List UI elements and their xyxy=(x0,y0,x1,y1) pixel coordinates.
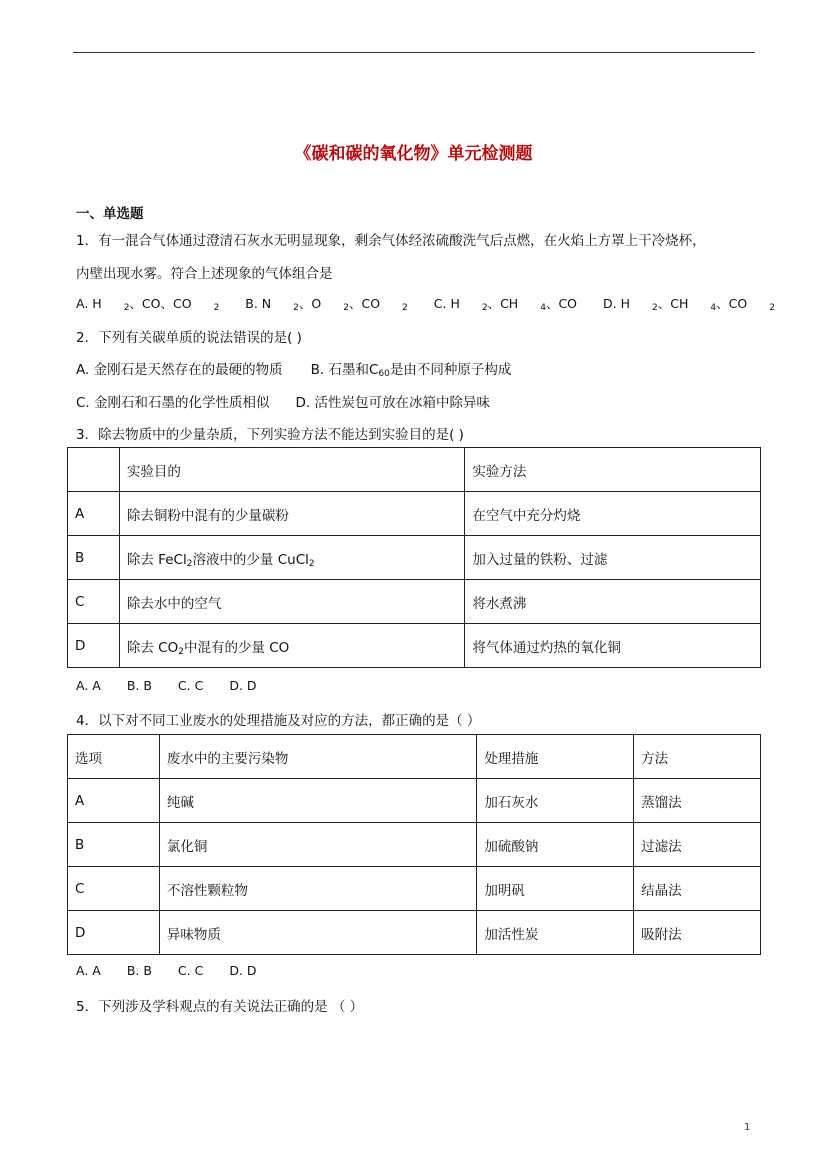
q3-answer-b: B. B xyxy=(126,678,152,693)
table-row xyxy=(68,580,761,624)
table-cell xyxy=(68,448,120,492)
table-header-cell: 实验方法 xyxy=(465,448,761,492)
q3-table xyxy=(67,447,761,668)
q2-option-b: B. 石墨和$C_{60}$是由不同种原子构成 xyxy=(310,362,512,379)
table-cell: 加硫酸钠 xyxy=(477,823,634,867)
page-number: 1 xyxy=(744,1122,751,1133)
table-cell: 加明矾 xyxy=(477,867,634,911)
table-header-cell: 选项 xyxy=(68,735,160,779)
table-cell: B xyxy=(68,536,120,580)
table-cell: 将气体通过灼热的氧化铜 xyxy=(465,624,761,668)
table-cell: 氯化铜 xyxy=(159,823,477,867)
table-cell: 不溶性颗粒物 xyxy=(159,867,477,911)
q4-text: 4．以下对不同工业废水的处理措施及对应的方法，都正确的是（ ） xyxy=(76,713,481,729)
table-cell: 蒸馏法 xyxy=(634,779,761,823)
q2-option-d: D. 活性炭包可放在冰箱中除异味 xyxy=(295,395,490,411)
table-header-cell: 处理措施 xyxy=(477,735,634,779)
header-rule xyxy=(73,52,755,53)
table-cell: 除去水中的空气 xyxy=(119,580,465,624)
table-cell: B xyxy=(68,823,160,867)
q3-answer-a: A. A xyxy=(76,678,101,693)
table-cell: 在空气中充分灼烧 xyxy=(465,492,761,536)
table-cell: 除去 $CO_2$中混有的少量 CO xyxy=(119,624,465,668)
table-row xyxy=(68,911,761,955)
table-cell: A xyxy=(68,492,120,536)
q3-answer-c: C. C xyxy=(177,678,204,693)
table-row xyxy=(68,823,761,867)
q4-answers xyxy=(76,963,257,978)
document-title: 《碳和碳的氧化物》单元检测题 xyxy=(294,144,533,164)
table-cell: 除去铜粉中混有的少量碳粉 xyxy=(119,492,465,536)
table-cell: D xyxy=(68,911,160,955)
q3-answers xyxy=(76,678,257,693)
table-cell: 纯碱 xyxy=(159,779,477,823)
table-row xyxy=(68,492,761,536)
table-cell: 加活性炭 xyxy=(477,911,634,955)
q2-options-row1 xyxy=(76,358,511,378)
q2-options-row2 xyxy=(76,391,490,411)
q3-answer-d: D. D xyxy=(229,678,257,693)
q4-answer-c: C. C xyxy=(177,963,204,978)
q1-text-line2: 内壁出现水雾。符合上述现象的气体组合是 xyxy=(76,266,333,282)
table-row xyxy=(68,867,761,911)
q4-table xyxy=(67,734,761,955)
section-heading: 一、单选题 xyxy=(76,206,144,222)
table-cell: 除去 FeCl$_2$溶液中的少量 CuCl$_2$ xyxy=(119,536,465,580)
table-cell: 吸附法 xyxy=(634,911,761,955)
q1-text-line1: 1．有一混合气体通过澄清石灰水无明显现象，剩余气体经浓硫酸洗气后点燃，在火焰上方罩上干冷烧杯， xyxy=(76,233,706,249)
q2-option-c: C. 金刚石和石墨的化学性质相似 xyxy=(76,395,270,411)
table-cell: C xyxy=(68,867,160,911)
table-cell: 异味物质 xyxy=(159,911,477,955)
table-row xyxy=(68,779,761,823)
table-row xyxy=(68,448,761,492)
table-cell: 加入过量的铁粉、过滤 xyxy=(465,536,761,580)
table-cell: A xyxy=(68,779,160,823)
q1-option-c: C. H $_2$、CH $_4$、CO xyxy=(433,296,578,313)
q1-option-d: D. H $_2$、CH $_4$、CO $_2$ xyxy=(603,296,775,313)
table-header-cell: 废水中的主要污染物 xyxy=(159,735,477,779)
q2-text: 2．下列有关碳单质的说法错误的是( ) xyxy=(76,330,302,346)
q4-answer-a: A. A xyxy=(76,963,101,978)
table-cell: 结晶法 xyxy=(634,867,761,911)
table-row xyxy=(68,624,761,668)
q4-answer-b: B. B xyxy=(126,963,152,978)
table-cell: 过滤法 xyxy=(634,823,761,867)
table-cell: 将水煮沸 xyxy=(465,580,761,624)
q1-options xyxy=(76,294,775,312)
q4-answer-d: D. D xyxy=(229,963,257,978)
table-header-cell: 方法 xyxy=(634,735,761,779)
q2-option-a: A. 金刚石是天然存在的最硬的物质 xyxy=(76,362,283,378)
q5-text: 5．下列涉及学科观点的有关说法正确的是 （ ） xyxy=(76,999,364,1015)
table-cell: D xyxy=(68,624,120,668)
table-cell: C xyxy=(68,580,120,624)
q3-text: 3．除去物质中的少量杂质，下列实验方法不能达到实验目的是( ) xyxy=(76,427,464,443)
q1-option-b: B. N $_2$、O $_2$、CO $_2$ xyxy=(245,296,408,313)
table-cell: 加石灰水 xyxy=(477,779,634,823)
table-row xyxy=(68,536,761,580)
table-row xyxy=(68,735,761,779)
table-header-cell: 实验目的 xyxy=(119,448,465,492)
q1-option-a: A. H $_2$、CO、CO $_2$ xyxy=(76,296,220,313)
